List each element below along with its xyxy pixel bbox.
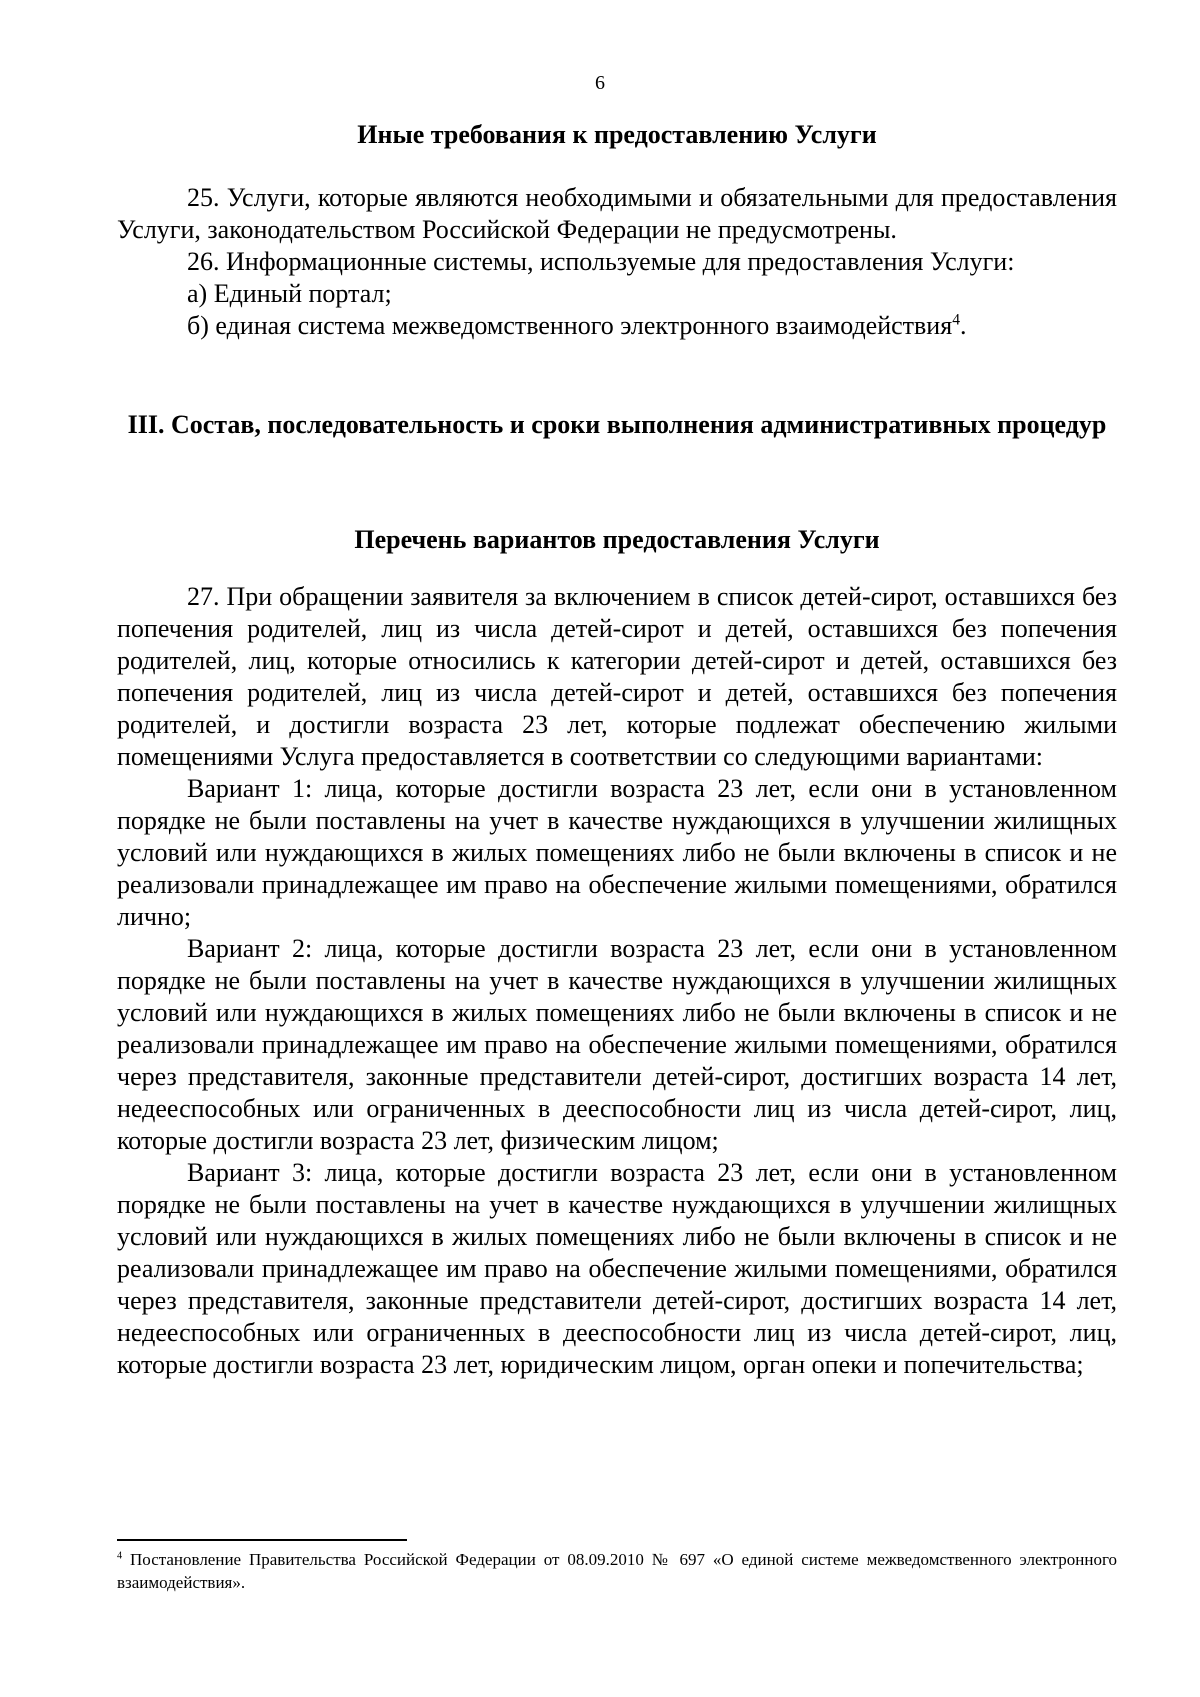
footnote-separator	[117, 1539, 407, 1541]
list-item-b	[117, 310, 1117, 342]
list-item-b-text: б) единая система межведомственного электронного взаимодействия	[187, 311, 953, 340]
footnote-marker: 4	[117, 1550, 123, 1562]
section-heading-variants: Перечень вариантов предоставления Услуги	[354, 525, 880, 554]
footnote-reference: 4	[952, 311, 960, 329]
list-item-a: а) Единый портал;	[187, 279, 392, 308]
paragraph-27: 27. При обращении заявителя за включением в список детей-сирот, оставшихся без попечения родителей, лиц из числа детей-сирот и детей, оставшихся без попечения родителей, лиц, которые относились к категории детей-сирот и детей, оставшихся без попечения родителей, лиц из числа детей-сирот и детей, оставшихся без попечения родителей, и достигли возраста 23 лет, которые подлежат обеспечению жилыми помещениями Услуга предоставляется в соответствии со следующими вариантами:	[117, 582, 1117, 771]
footnote	[117, 1548, 1117, 1594]
footnote-text: Постановление Правительства Российской Федерации от 08.09.2010 № 697 «О единой системе межведомственного электронного взаимодействия».	[117, 1550, 1117, 1592]
paragraph-25: 25. Услуги, которые являются необходимыми и обязательными для предоставления Услуги, законодательством Российской Федерации не предусмотрены.	[117, 183, 1117, 244]
section-other-requirements-body	[117, 182, 1117, 342]
list-item-b-end: .	[959, 311, 967, 340]
variant-1: Вариант 1: лица, которые достигли возраста 23 лет, если они в установленном порядке не были поставлены на учет в качестве нуждающихся в улучшении жилищных условий или нуждающихся в жилых помещениях либо не были включены в список и не реализовали принадлежащее им право на обеспечение жилыми помещениями, обратился лично;	[117, 774, 1117, 931]
variant-2: Вариант 2: лица, которые достигли возраста 23 лет, если они в установленном порядке не были поставлены на учет в качестве нуждающихся в улучшении жилищных условий или нуждающихся в жилых помещениях либо не были включены в список и не реализовали принадлежащее им право на обеспечение жилыми помещениями, обратился через представителя, законные представители детей-сирот, достигших возраста 14 лет, недееспособных или ограниченных в дееспособности лиц из числа детей-сирот, лиц, которые достигли возраста 23 лет, физическим лицом;	[117, 934, 1117, 1155]
variant-3: Вариант 3: лица, которые достигли возраста 23 лет, если они в установленном порядке не были поставлены на учет в качестве нуждающихся в улучшении жилищных условий или нуждающихся в жилых помещениях либо не были включены в список и не реализовали принадлежащее им право на обеспечение жилыми помещениями, обратился через представителя, законные представители детей-сирот, достигших возраста 14 лет, недееспособных или ограниченных в дееспособности лиц из числа детей-сирот, лиц, которые достигли возраста 23 лет, юридическим лицом, орган опеки и попечительства;	[117, 1158, 1117, 1379]
section-heading-other-requirements: Иные требования к предоставлению Услуги	[357, 120, 877, 149]
paragraph-26: 26. Информационные системы, используемые для предоставления Услуги:	[187, 247, 1015, 276]
page-number: 6	[595, 72, 605, 94]
section-heading-iii: III. Состав, последовательность и сроки выполнения административных процедур	[127, 410, 1107, 439]
section-variants-body	[117, 581, 1117, 1381]
